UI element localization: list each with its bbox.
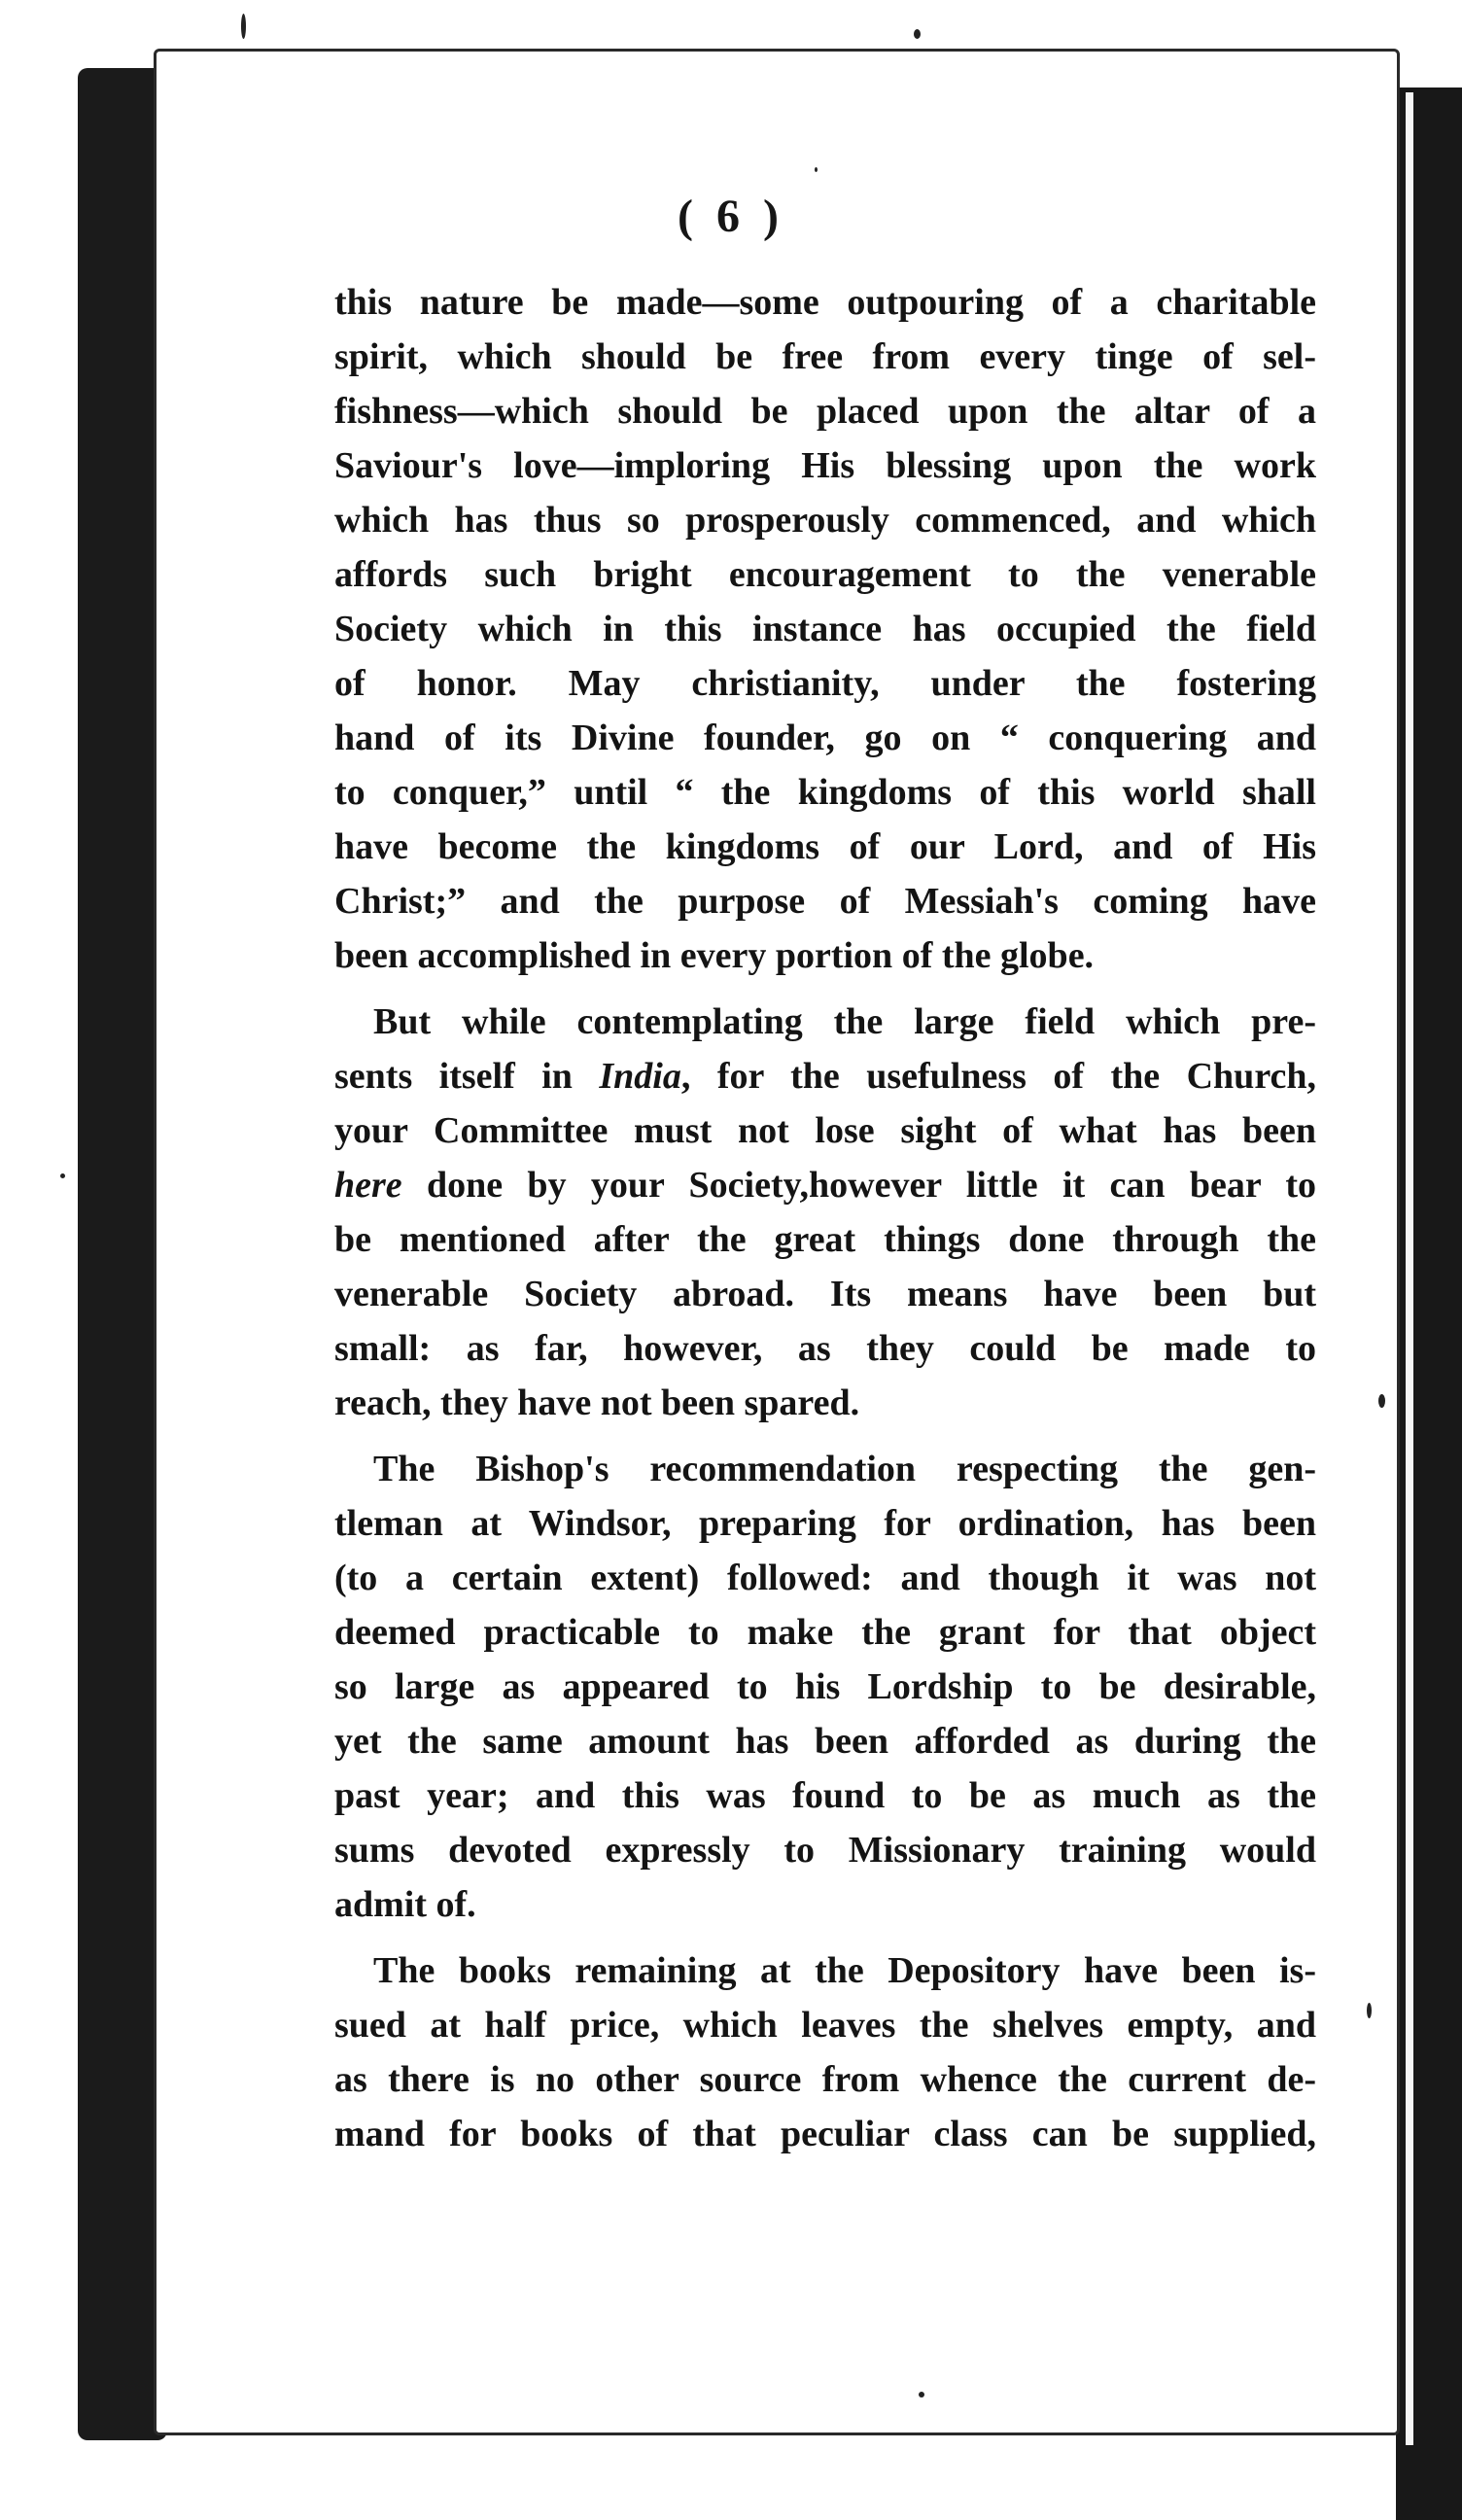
text-line: to conquer,” until “ the kingdoms of this world shall <box>334 772 1316 813</box>
text-line: this nature be made—some outpouring of a charitable <box>334 282 1316 323</box>
text-line: as there is no other source from whence the current de- <box>334 2059 1316 2100</box>
body-text <box>334 275 1316 2173</box>
text-line: spirit, which should be free from every tinge of sel- <box>334 336 1316 377</box>
paragraph-4 <box>334 1943 1316 2161</box>
text-line: small: as far, however, as they could be made to <box>334 1328 1316 1369</box>
text-line: sents itself in India, for the usefulness of the Church, <box>334 1056 1316 1097</box>
text-line: affords such bright encouragement to the venerable <box>334 554 1316 595</box>
text-line: venerable Society abroad. Its means have been but <box>334 1274 1316 1314</box>
scan-speck <box>241 14 246 39</box>
text-line: admit of. <box>334 1884 476 1925</box>
text-line: your Committee must not lose sight of what has been <box>334 1110 1316 1151</box>
text-line: mand for books of that peculiar class can be supplied, <box>334 2114 1316 2154</box>
paragraph-1 <box>334 275 1316 983</box>
text-line: hand of its Divine founder, go on “ conquering and <box>334 718 1316 758</box>
text-line: of honor. May christianity, under the fostering <box>334 663 1316 704</box>
text-line: The Bishop's recommendation respecting the gen- <box>373 1449 1316 1489</box>
text-line: (to a certain extent) followed: and though it was not <box>334 1558 1316 1598</box>
scan-speck <box>1367 2003 1372 2018</box>
text-line: reach, they have not been spared. <box>334 1382 860 1423</box>
scan-speck <box>919 2392 924 2398</box>
text-line: fishness—which should be placed upon the altar of a <box>334 391 1316 432</box>
scan-speck <box>1378 1394 1385 1408</box>
text-line: sums devoted expressly to Missionary training would <box>334 1830 1316 1871</box>
text-line: Saviour's love—imploring His blessing upon the work <box>334 445 1316 486</box>
text-line: deemed practicable to make the grant for that object <box>334 1612 1316 1653</box>
text-line: tleman at Windsor, preparing for ordination, has been <box>334 1503 1316 1544</box>
paragraph-2 <box>334 995 1316 1430</box>
page-number: ( 6 ) <box>678 191 784 242</box>
text-line: been accomplished in every portion of the globe. <box>334 935 1095 976</box>
text-line: so large as appeared to his Lordship to be desirable, <box>334 1666 1316 1707</box>
text-line: The books remaining at the Depository have been is- <box>373 1950 1316 1991</box>
scan-speck <box>815 167 818 172</box>
text-line: past year; and this was found to be as much as the <box>334 1775 1316 1816</box>
text-line: But while contemplating the large field which pre- <box>373 1001 1316 1042</box>
text-line: Christ;” and the purpose of Messiah's coming have <box>334 881 1316 922</box>
text-line: here done by your Society,however little it can bear to <box>334 1165 1316 1206</box>
scan-speck <box>60 1173 65 1178</box>
text-line: be mentioned after the great things done through the <box>334 1219 1316 1260</box>
scan-speck <box>914 29 921 39</box>
text-line: have become the kingdoms of our Lord, and of His <box>334 826 1316 867</box>
text-line: Society which in this instance has occupied the field <box>334 609 1316 649</box>
text-line: yet the same amount has been afforded as during the <box>334 1721 1316 1762</box>
paragraph-3 <box>334 1442 1316 1932</box>
text-line: sued at half price, which leaves the shelves empty, and <box>334 2005 1316 2046</box>
text-line: which has thus so prosperously commenced, and which <box>334 500 1316 541</box>
page-edge-highlight <box>1406 92 1413 2445</box>
